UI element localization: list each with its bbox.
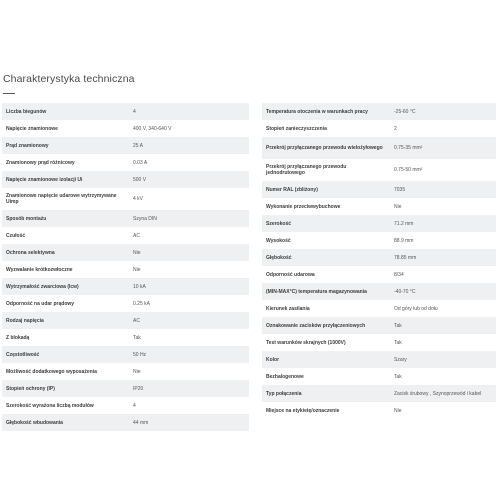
spec-value: Tak xyxy=(129,329,249,346)
table-row xyxy=(2,171,249,188)
table-row xyxy=(262,120,496,137)
spec-label: Numer RAL (zbliżony) xyxy=(262,181,390,198)
spec-value: 8/34 xyxy=(390,266,496,283)
spec-value: 71.2 mm xyxy=(390,215,496,232)
spec-label: Liczba biegunów xyxy=(2,103,129,120)
spec-value: 0.25 kA xyxy=(129,295,249,312)
spec-label: Szerokość xyxy=(262,215,390,232)
spec-value: 88.9 mm xyxy=(390,232,496,249)
spec-value: Nie xyxy=(129,363,249,380)
section-title: Charakterystyka techniczna xyxy=(3,73,135,85)
table-row xyxy=(2,210,249,227)
spec-label: (MIN-MAX°C) temperatura magazynowania xyxy=(262,283,390,300)
spec-value: -25-60 °C xyxy=(390,103,496,120)
table-row xyxy=(2,120,249,137)
spec-value: 4 kV xyxy=(129,188,249,210)
table-row xyxy=(2,363,249,380)
spec-label: Ochrona selektywna xyxy=(2,244,129,261)
table-row xyxy=(262,181,496,198)
spec-value: 400 V, 340-640 V xyxy=(129,120,249,137)
spec-value: 0.75-50 mm² xyxy=(390,159,496,181)
spec-value: Nie xyxy=(390,198,496,215)
spec-label: Przekrój przyłączanego przewodu wielożyłowego xyxy=(262,137,390,159)
spec-table-right xyxy=(262,103,496,419)
spec-label: Znamionowy prąd różnicowy xyxy=(2,154,129,171)
spec-value: 25 A xyxy=(129,137,249,154)
table-row xyxy=(262,215,496,232)
spec-label: Głębokość wbudowania xyxy=(2,414,129,431)
table-row xyxy=(262,283,496,300)
spec-label: Oznakowanie zacisków przyłączeniowych xyxy=(262,317,390,334)
spec-label: Stopień zanieczyszczenia xyxy=(262,120,390,137)
spec-label: Stopień ochrony (IP) xyxy=(2,380,129,397)
table-row xyxy=(2,346,249,363)
spec-value: 44 mm xyxy=(129,414,249,431)
table-row xyxy=(262,103,496,120)
spec-value: Szyna DIN xyxy=(129,210,249,227)
spec-table-left xyxy=(2,103,249,431)
table-row xyxy=(262,351,496,368)
spec-label: Test warunków skrajnych (1000V) xyxy=(262,334,390,351)
spec-label: Czułość xyxy=(2,227,129,244)
table-row xyxy=(262,266,496,283)
spec-label: Wyzwalanie krótkozwłoczne xyxy=(2,261,129,278)
table-row xyxy=(262,334,496,351)
spec-label: Typ połączenia xyxy=(262,385,390,402)
spec-label: Możliwość dodatkowego wyposażenia xyxy=(2,363,129,380)
table-row xyxy=(2,329,249,346)
spec-value: 4 xyxy=(129,397,249,414)
spec-value: Szary xyxy=(390,351,496,368)
spec-value: -40-70 °C xyxy=(390,283,496,300)
spec-label: Wykonanie przeciwwybuchowe xyxy=(262,198,390,215)
table-row xyxy=(2,397,249,414)
table-row xyxy=(262,368,496,385)
spec-label: Szerokość wyrażona liczbą modułów xyxy=(2,397,129,414)
table-row xyxy=(2,261,249,278)
spec-label: Kierunek zasilania xyxy=(262,300,390,317)
table-row xyxy=(262,249,496,266)
spec-label: Prąd znamionowy xyxy=(2,137,129,154)
spec-label: Bezhalogenowe xyxy=(262,368,390,385)
spec-value: 0.03 A xyxy=(129,154,249,171)
spec-label: Rodzaj napięcia xyxy=(2,312,129,329)
spec-label: Częstotliwość xyxy=(2,346,129,363)
spec-value: Nie xyxy=(390,402,496,419)
spec-value: 10 kA xyxy=(129,278,249,295)
spec-value: Tak xyxy=(390,368,496,385)
table-row xyxy=(262,402,496,419)
spec-label: Temperatura otoczenia w warunkach pracy xyxy=(262,103,390,120)
spec-value: AC xyxy=(129,312,249,329)
spec-label: Z blokadą xyxy=(2,329,129,346)
table-row xyxy=(262,385,496,402)
spec-value: Zacisk śrubowy , Szynoprzewód i kabel xyxy=(390,385,496,402)
table-row xyxy=(262,317,496,334)
table-row xyxy=(262,159,496,181)
table-row xyxy=(2,103,249,120)
spec-label: Wytrzymałość zwarciowa (Icw) xyxy=(2,278,129,295)
spec-label: Znamionowe napięcie udarowe wytrzymywane Uimp xyxy=(2,188,129,210)
table-row xyxy=(262,198,496,215)
spec-label: Odporność na udar prądowy xyxy=(2,295,129,312)
spec-value: IP20 xyxy=(129,380,249,397)
spec-value: 50 Hz xyxy=(129,346,249,363)
spec-value: Nie xyxy=(129,261,249,278)
spec-value: AC xyxy=(129,227,249,244)
spec-value: Nie xyxy=(129,244,249,261)
table-row xyxy=(2,278,249,295)
table-row xyxy=(2,227,249,244)
spec-value: 7035 xyxy=(390,181,496,198)
spec-label: Przekrój przyłączanego przewodu jednodrutowego xyxy=(262,159,390,181)
spec-value: Od góry lub od dołu xyxy=(390,300,496,317)
table-row xyxy=(2,414,249,431)
table-row xyxy=(2,154,249,171)
spec-value: Tak xyxy=(390,334,496,351)
spec-label: Napięcie znamionowe xyxy=(2,120,129,137)
spec-label: Miejsce na etykietę/oznaczenie xyxy=(262,402,390,419)
table-row xyxy=(262,232,496,249)
spec-label: Kolor xyxy=(262,351,390,368)
table-row xyxy=(2,137,249,154)
spec-label: Sposób montażu xyxy=(2,210,129,227)
spec-label: Odporność udarowa xyxy=(262,266,390,283)
spec-label: Wysokość xyxy=(262,232,390,249)
spec-value: 0.75-35 mm² xyxy=(390,137,496,159)
spec-value: 2 xyxy=(390,120,496,137)
spec-value: 4 xyxy=(129,103,249,120)
spec-label: Napięcie znamionowe izolacji Ui xyxy=(2,171,129,188)
spec-value: 500 V xyxy=(129,171,249,188)
spec-value: 78.85 mm xyxy=(390,249,496,266)
table-row xyxy=(2,295,249,312)
table-row xyxy=(262,300,496,317)
table-row xyxy=(2,188,249,210)
table-row xyxy=(2,312,249,329)
table-row xyxy=(2,380,249,397)
title-underline xyxy=(3,93,15,94)
spec-value: Tak xyxy=(390,317,496,334)
spec-label: Głębokość xyxy=(262,249,390,266)
table-row xyxy=(2,244,249,261)
table-row xyxy=(262,137,496,159)
